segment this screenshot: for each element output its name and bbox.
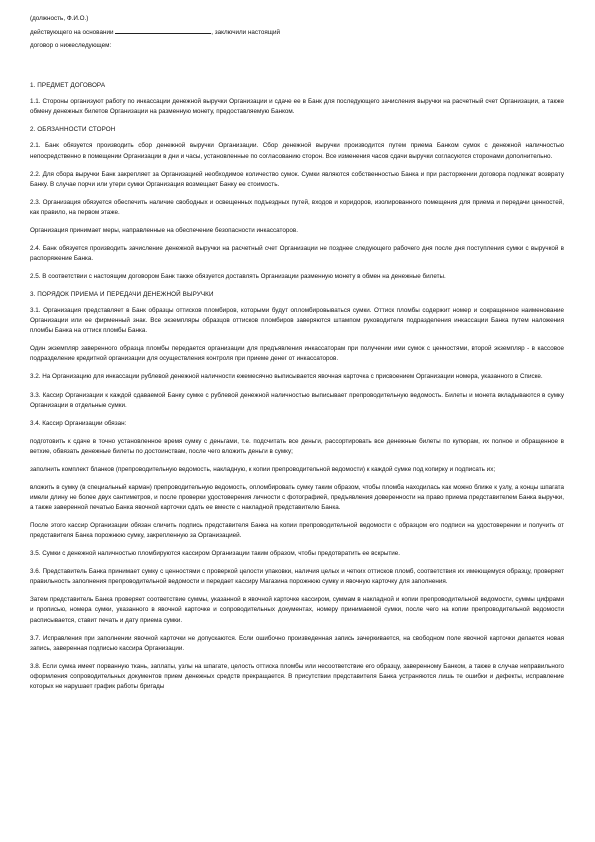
section-title: 2. ОБЯЗАННОСТИ СТОРОН [30, 126, 116, 134]
paragraph: 3.3. Кассир Организации к каждой сдаваемой Банку сумке с рублевой денежной наличностью выписывает препроводительную ведомость. Билеты и монета вкладываются в сумку Организации в отдельные сумки. [30, 391, 564, 409]
paragraph: 2.2. Для сбора выручки Банк закрепляет за Организацией необходимое количество сумок. Сумки являются собственностью Банка и при расторжении договора подлежат возврату Банку. В случае порчи или утери сумки Организация возмещает Банку ее стоимость. [30, 170, 564, 188]
section-procedure [30, 290, 564, 692]
paragraph: Один экземпляр заверенного образца пломбы передается организации для предъявления инкассаторам при получении ими сумок с ценностями, второй экземпляр - в кассовое подразделение кредитной организации для осуществления контроля при приеме денег от инкассаторов. [30, 345, 564, 363]
paragraph: Затем представитель Банка проверяет соответствие суммы, указанной в явочной карточке кассиром, суммам в накладной и копии препроводительной ведомости, суммы цифрами и прописью, номера сумки, указанного в явочной карточке и сопроводительных документах, номеру принимаемой сумки, после чего на копии препроводительной ведомости расписывается, ставит печать и дату приема сумки. [30, 596, 564, 624]
basis-line [30, 27, 564, 38]
position-name-caption: (должность, Ф.И.О.) [30, 15, 89, 22]
agreement-intro: договор о нижеследующем: [30, 42, 112, 50]
paragraph: 3.7. Исправления при заполнении явочной карточки не допускаются. Если ошибочно произведенная запись зачеркивается, на свободном поле явочной карточки делается новая запись, заверенная подписью кассира Организации. [30, 634, 564, 652]
paragraph: 3.2. На Организацию для инкассации рублевой денежной наличности ежемесячно выписывается явочная карточка с присвоением Организации номера, указанного в Списке. [30, 373, 543, 381]
paragraph: 3.6. Представитель Банка принимает сумку с ценностями с проверкой целости упаковки, наличия целых и четких оттисков пломб, соответствия их имеющемуся образцу, проверяет правильность заполнения препроводительной ведомости и передает кассиру Магазина порожнюю сумку и явочную карточку для заполнения. [30, 568, 564, 586]
paragraph: вложить в сумку (в специальный карман) препроводительную ведомость, опломбировать сумку таким образом, чтобы пломба находилась как можно ближе к узлу, а концы шпагата имели длину не более двух сантиметров, и после проверки удостоверения личности с фотографией, предъявления доверенности на право приема представителем Банка выручки, а также заверенной печатью Банка явочной карточки сдать ее вместе с накладной представителю Банка. [30, 483, 564, 511]
paragraph: 3.5. Сумки с денежной наличностью пломбируются кассиром Организации таким образом, чтобы предотвратить ее вскрытие. [30, 550, 401, 558]
paragraph: Организация принимает меры, направленные на обеспечение безопасности инкассаторов. [30, 226, 298, 234]
section-title: 1. ПРЕДМЕТ ДОГОВОРА [30, 82, 106, 90]
paragraph: 3.4. Кассир Организации обязан: [30, 419, 127, 427]
paragraph: 2.5. В соответствии с настоящим договором Банк также обязуется доставлять Организации разменную монету в обмен на денежные билеты. [30, 273, 446, 280]
basis-blank [115, 27, 211, 34]
section-obligations [30, 125, 564, 282]
paragraph: 2.4. Банк обязуется производить зачисление денежной выручки на расчетный счет Организации не позднее следующего рабочего дня после дня поступления сумки с выручкой в распоряжение Банка. [30, 244, 564, 262]
paragraph: 2.3. Организация обязуется обеспечить наличие свободных и освещенных подъездных путей, входов и коридоров, изолированного помещения для приема и передачи ценностей, как правило, на первом этаже. [30, 198, 564, 216]
paragraph: 1.1. Стороны организуют работу по инкассации денежной выручки Организации и сдаче ее в Банк для последующего зачисления выручки на расчетный счет Организации, а также обмену денежных билетов Организации на разменную монету, предоставляемую Банком. [30, 98, 564, 116]
paragraph: 3.1. Организация представляет в Банк образцы оттисков пломбиров, которыми будут опломбировываться сумки. Оттиск пломбы содержит номер и сокращенное наименование Организации или ее фирменный знак. Все экземпляры образцов оттисков пломбиров заверяются штампом руководителя подразделения инкассации Банка путем наложения пломбы Банка на оттиск пломбы Банка. [30, 307, 564, 335]
paragraph: подготовить к сдаче в точно установленное время сумку с деньгами, т.е. подсчитать все деньги, рассортировать все денежные билеты по купюрам, их полное и обращенное в ветхие, обвязать денежные билеты по достоинствам, после чего вложить деньги в сумку; [30, 437, 564, 455]
contract-page [30, 14, 564, 700]
section-title: 3. ПОРЯДОК ПРИЕМА И ПЕРЕДАЧИ ДЕНЕЖНОЙ ВЫРУЧКИ [30, 291, 214, 299]
paragraph: заполнить комплект бланков (препроводительную ведомость, накладную, к копии препроводительной ведомости) к каждой сумке под копирку и подписать их; [30, 465, 496, 473]
section-subject [30, 81, 564, 117]
concluded-label: , заключили настоящий [211, 29, 281, 37]
paragraph: 2.1. Банк обязуется производить сбор денежной выручки Организации. Сбор денежной выручки производится путем приема Банком сумок с денежной наличностью непосредственно в помещении Организации в дни и часы, установленные по согласованию сторон. Все изменения часов сдачи выручки согласуются сторонами дополнительно. [30, 142, 564, 160]
contract-header [30, 14, 564, 51]
paragraph: После этого кассир Организации обязан сличить подпись представителя Банка на копии препроводительной ведомости с образцом его подписи на удостоверении и получить от представителя Банка порожнюю сумку, закрепленную за Организацией. [30, 522, 564, 540]
basis-label: действующего на основании [30, 29, 114, 37]
paragraph: 3.8. Если сумка имеет порванную ткань, заплаты, узлы на шпагате, целость оттиска пломбы или несоответствие его образцу, заверенному Банком, а также в случае неправильного оформления сопроводительных документов прием денежных средств прекращается. В присутствии представителя Банка устраняются лишь те ошибки и дефекты, исправление которых не нарушает график работы бригады [30, 662, 564, 690]
